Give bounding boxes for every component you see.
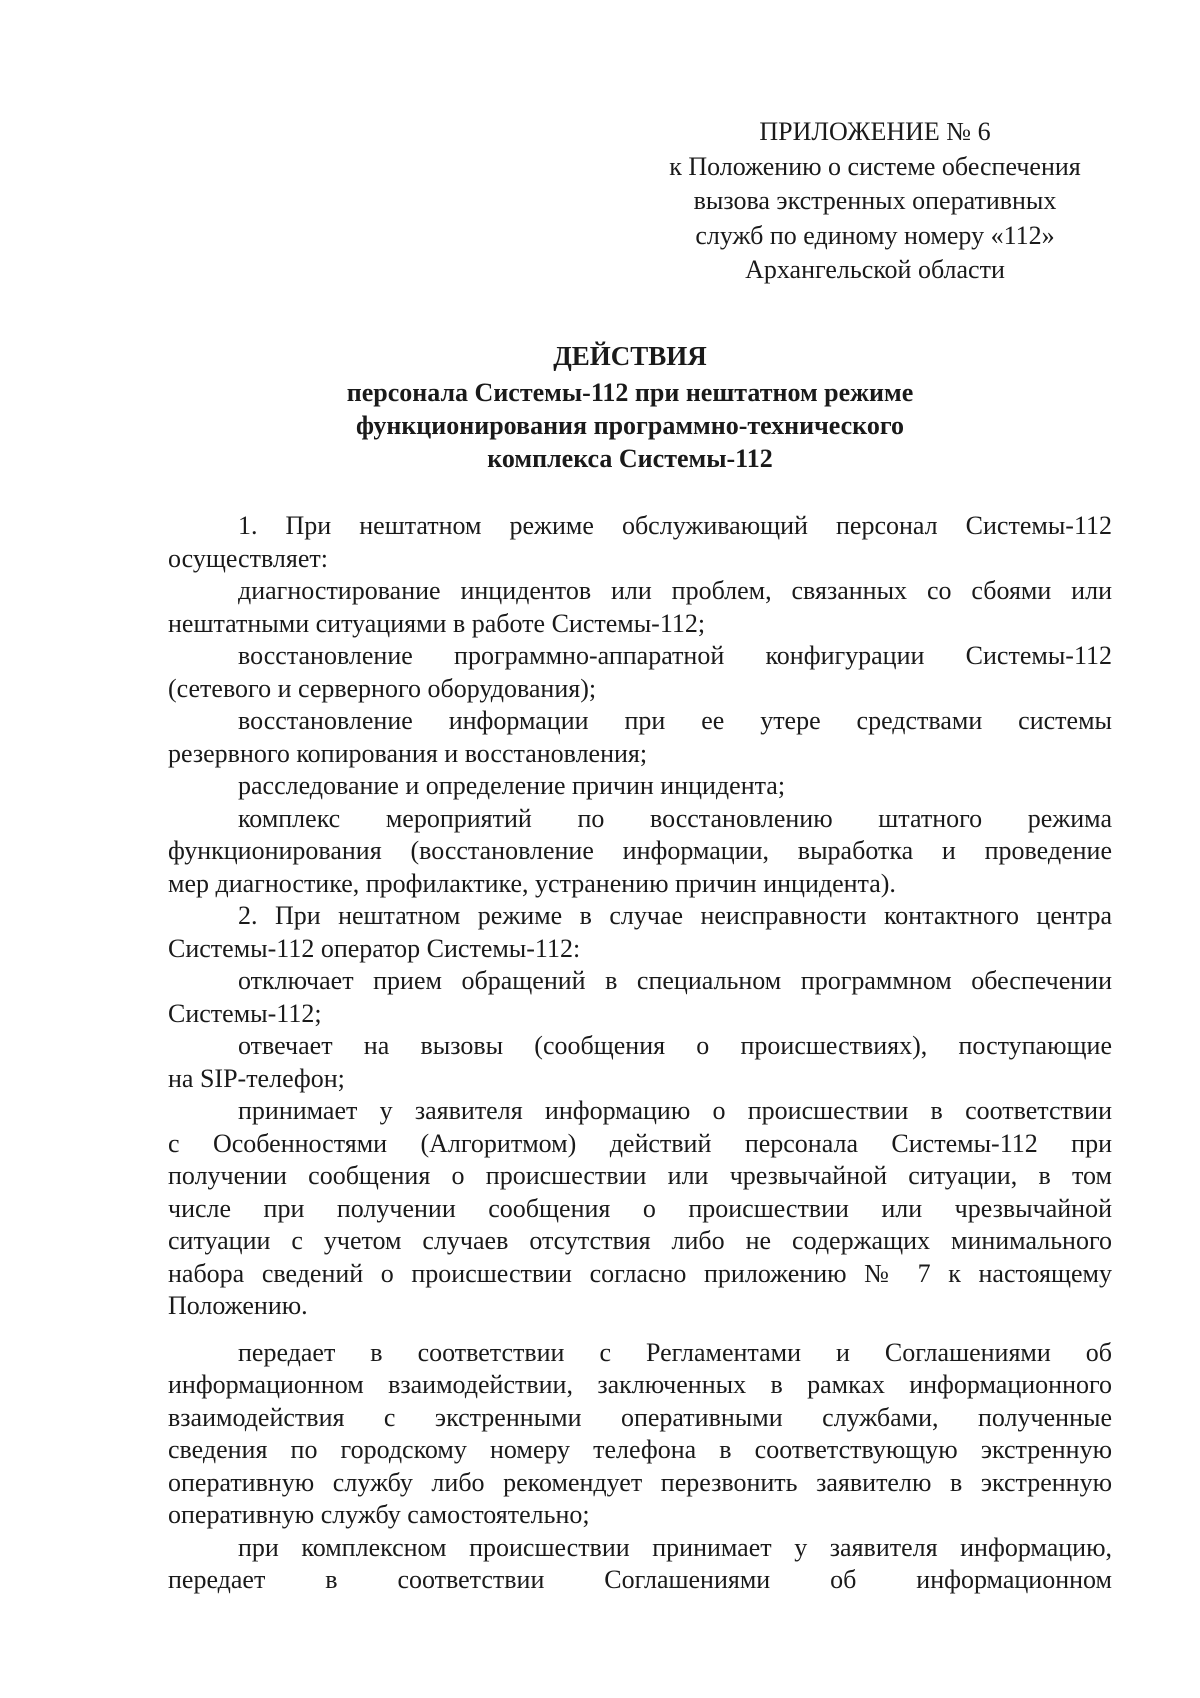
appendix-ref-line: к Положению о системе обеспечения [669, 151, 1081, 181]
document-body [168, 510, 1112, 1597]
text-line: отвечает на вызовы (сообщения о происшествиях), поступающие [238, 1031, 1112, 1060]
document-title [240, 340, 1020, 475]
text-line: диагностирование инцидентов или проблем, связанных со сбоями или [238, 576, 1112, 605]
text-line: набора сведений о происшествии согласно приложению № 7 к настоящему [168, 1258, 1112, 1288]
text-line: передает в соответствии Соглашениями об информационном [168, 1565, 1112, 1594]
text-line: на SIP-телефон; [168, 1063, 345, 1093]
text-line: передает в соответствии с Регламентами и Соглашениями об [238, 1337, 1112, 1367]
text-line: резервного копирования и восстановления; [168, 738, 648, 768]
text-line: отключает прием обращений в специальном программном обеспечении [238, 966, 1112, 995]
text-line: восстановление информации при ее утере средствами системы [238, 706, 1112, 735]
text-line: восстановление программно-аппаратной конфигурации Системы-112 [238, 641, 1112, 670]
text-line: осуществляет: [168, 543, 328, 573]
appendix-ref-line: Архангельской области [745, 255, 1005, 284]
text-line: Системы-112 оператор Системы-112: [168, 933, 581, 963]
text-line: при комплексном происшествии принимает у заявителя информацию, [238, 1532, 1112, 1562]
text-line: с Особенностями (Алгоритмом) действий персонала Системы-112 при [168, 1128, 1112, 1158]
text-line: принимает у заявителя информацию о происшествии в соответствии [238, 1096, 1112, 1125]
text-line: Системы-112; [168, 998, 322, 1028]
text-line: расследование и определение причин инцидента; [238, 771, 786, 800]
title-heading: ДЕЙСТВИЯ [553, 341, 707, 371]
appendix-number: ПРИЛОЖЕНИЕ № 6 [759, 117, 991, 146]
text-line: (сетевого и серверного оборудования); [168, 673, 597, 703]
title-line: функционирования программно-технического [356, 411, 904, 440]
title-line: персонала Системы-112 при нештатном режиме [346, 378, 914, 407]
text-line: 2. При нештатном режиме в случае неисправности контактного центра [238, 901, 1112, 930]
title-line: комплекса Системы-112 [487, 444, 773, 473]
text-line: ситуации с учетом случаев отсутствия либо не содержащих минимального [168, 1226, 1112, 1255]
text-line: нештатными ситуациями в работе Системы-112; [168, 608, 706, 638]
text-line: мер диагностике, профилактике, устранению причин инцидента). [168, 868, 896, 898]
text-line: взаимодействия с экстренными оперативными службами, полученные [168, 1402, 1112, 1432]
appendix-ref-line: служб по единому номеру «112» [695, 220, 1055, 250]
text-line: функционирования (восстановление информации, выработка и проведение [168, 836, 1112, 865]
text-line: комплекс мероприятий по восстановлению штатного режима [238, 803, 1112, 833]
appendix-ref-line: вызова экстренных оперативных [693, 186, 1057, 215]
text-line: информационном взаимодействии, заключенных в рамках информационного [168, 1370, 1112, 1399]
text-line: оперативную службу либо рекомендует перезвонить заявителю в экстренную [168, 1467, 1112, 1497]
text-line: числе при получении сообщения о происшествии или чрезвычайной [168, 1193, 1112, 1223]
text-line: 1. При нештатном режиме обслуживающий персонал Системы-112 [238, 511, 1112, 540]
text-line: получении сообщения о происшествии или чрезвычайной ситуации, в том [168, 1161, 1112, 1190]
appendix-header [655, 115, 1095, 288]
text-line: оперативную службу самостоятельно; [168, 1500, 590, 1529]
text-line: сведения по городскому номеру телефона в соответствующую экстренную [168, 1435, 1112, 1464]
text-line: Положению. [168, 1291, 308, 1320]
